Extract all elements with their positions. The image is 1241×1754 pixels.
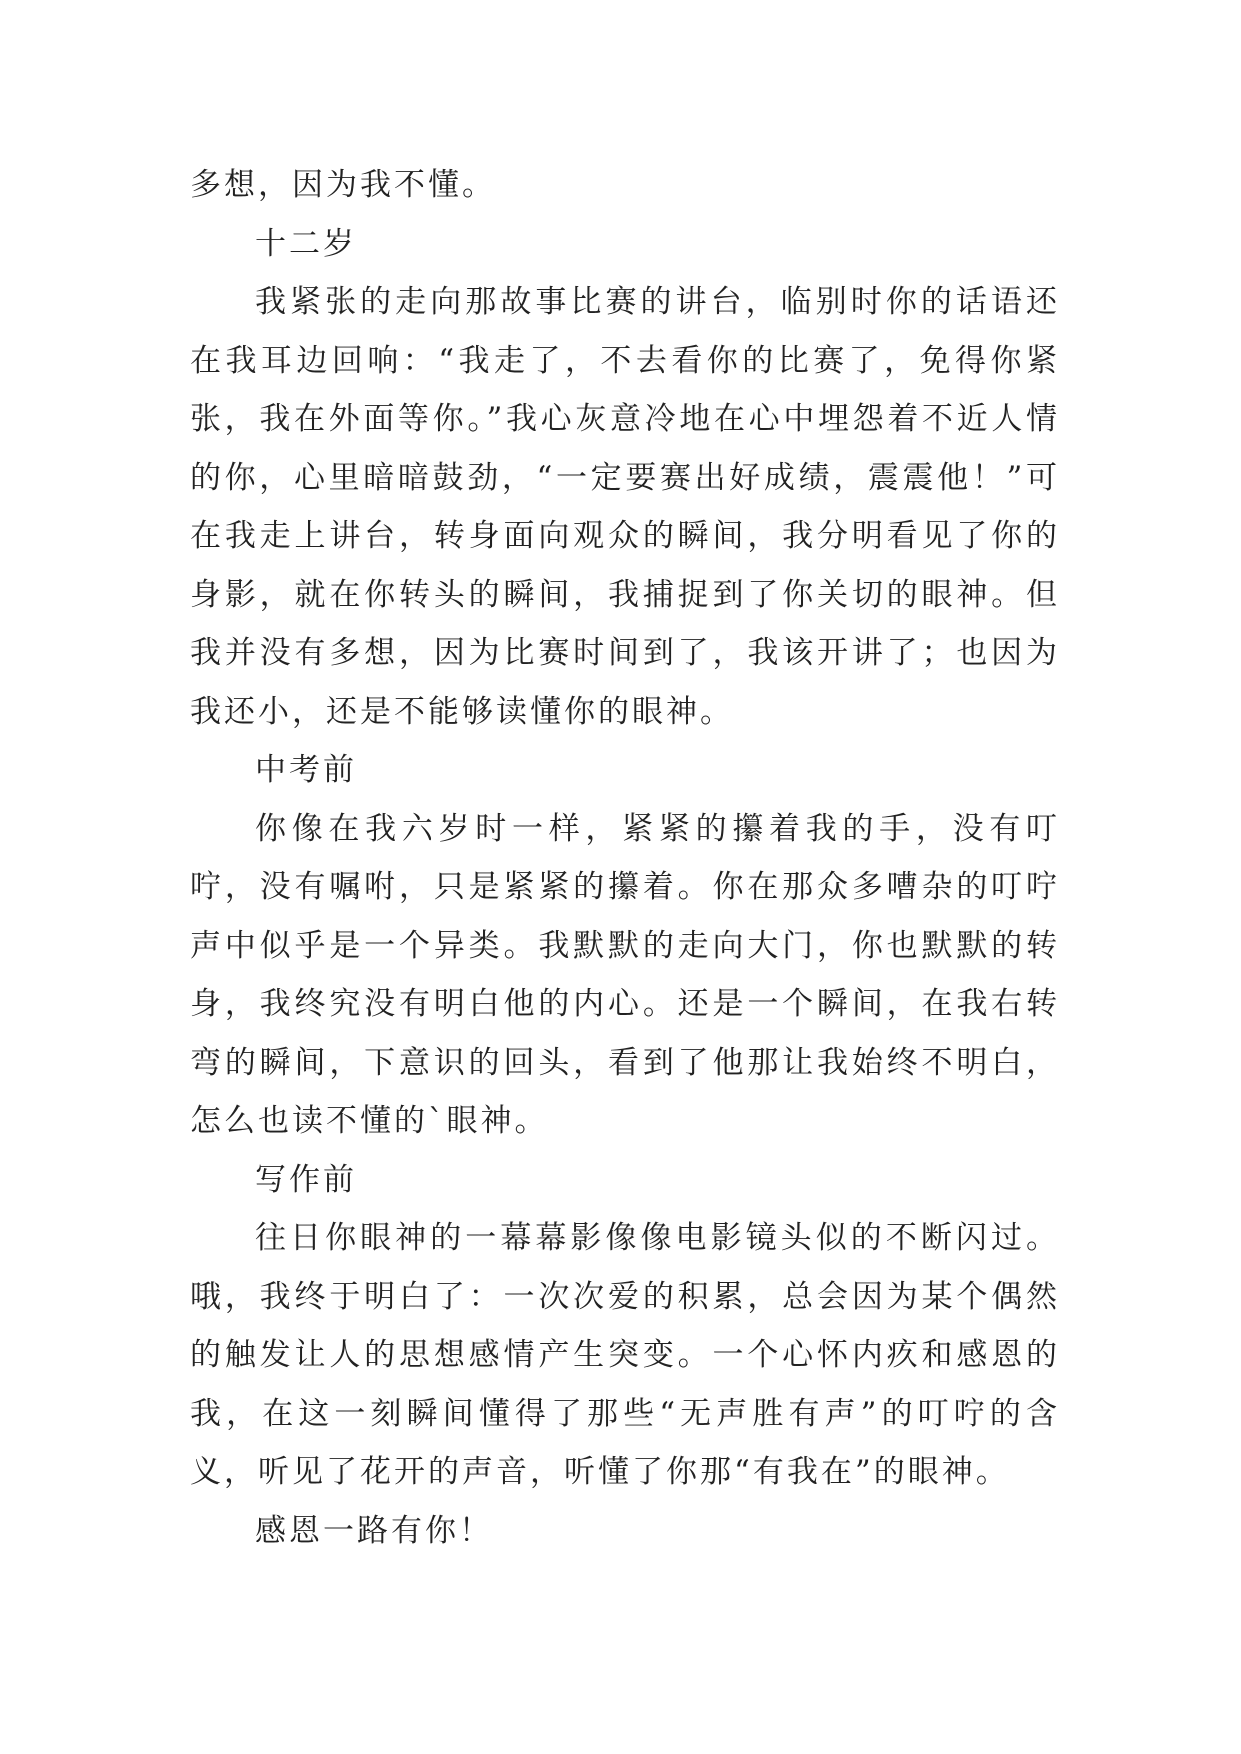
paragraph-before-writing: 往日你眼神的一幕幕影像像电影镜头似的不断闪过。哦，我终于明白了：一次次爱的积累，总会因为某个偶然的触发让人的思想感情产生突变。一个心怀内疚和感恩的我，在这一刻瞬间懂得了那些“无声胜有声”的叮咛的含义，听见了花开的声音，听懂了你那“有我在”的眼神。 bbox=[190, 1220, 1060, 1490]
document-body bbox=[190, 156, 1060, 1560]
paragraph-continued: 多想，因为我不懂。 bbox=[190, 167, 496, 203]
section-heading-before-exam: 中考前 bbox=[255, 752, 357, 788]
paragraph-closing: 感恩一路有你！ bbox=[255, 1512, 493, 1549]
section-heading-twelve: 十二岁 bbox=[255, 225, 357, 262]
paragraph-before-exam: 你像在我六岁时一样，紧紧的攥着我的手，没有叮咛，没有嘱咐，只是紧紧的攥着。你在那众多嘈杂的叮咛声中似乎是一个异类。我默默的走向大门，你也默默的转身，我终究没有明白他的内心。还是一个瞬间，在我右转弯的瞬间，下意识的回头，看到了他那让我始终不明白，怎么也读不懂的`眼神。 bbox=[190, 810, 1060, 1139]
paragraph-twelve: 我紧张的走向那故事比赛的讲台，临别时你的话语还在我耳边回响：“我走了，不去看你的比赛了，免得你紧张，我在外面等你。”我心灰意冷地在心中埋怨着不近人情的你，心里暗暗鼓劲，“一定要赛出好成绩，震震他！”可在我走上讲台，转身面向观众的瞬间，我分明看见了你的身影，就在你转头的瞬间，我捕捉到了你关切的眼神。但我并没有多想，因为比赛时间到了，我该开讲了；也因为我还小，还是不能够读懂你的眼神。 bbox=[190, 284, 1060, 730]
section-heading-before-writing: 写作前 bbox=[255, 1161, 357, 1198]
